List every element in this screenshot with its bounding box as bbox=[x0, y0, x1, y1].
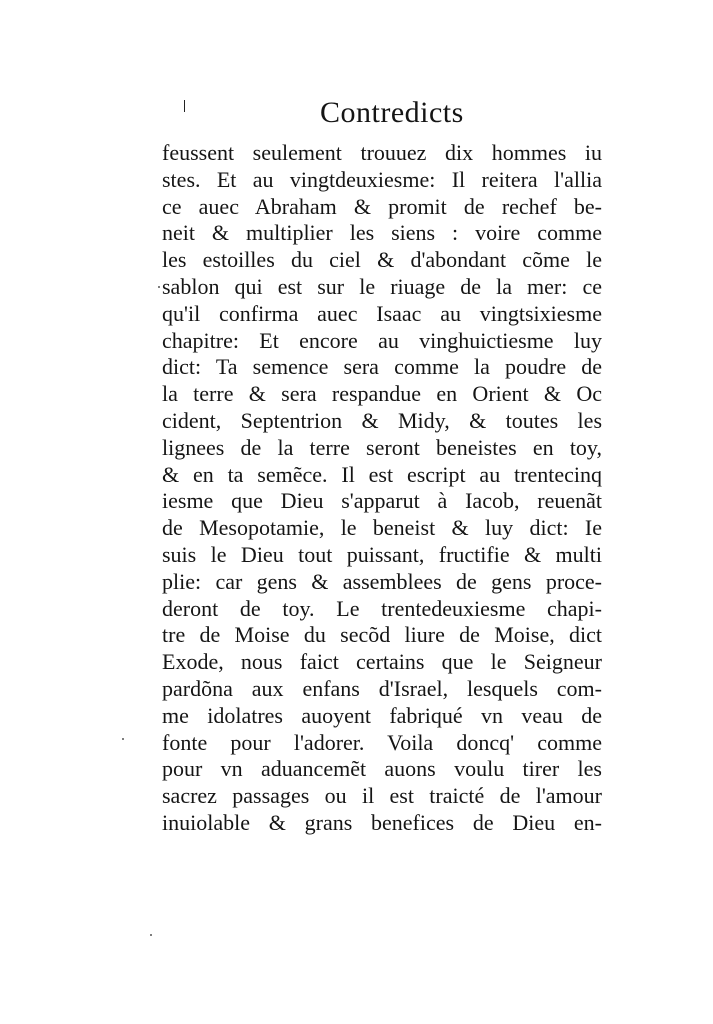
paper-speck bbox=[158, 286, 160, 288]
text-line: plie: car gens & assemblees de gens proce- bbox=[162, 568, 602, 594]
text-line: & en ta semẽce. Il est escript au trentecinq bbox=[162, 461, 602, 487]
text-line: deront de toy. Le trentedeuxiesme chapi- bbox=[162, 595, 602, 621]
text-line: chapitre: Et encore au vinghuictiesme luy bbox=[162, 327, 602, 353]
text-line: sablon qui est sur le riuage de la mer: ce bbox=[162, 273, 602, 299]
text-line: neit & multiplier les siens : voire comme bbox=[162, 220, 602, 246]
paper-speck bbox=[150, 934, 152, 936]
text-line: dict: Ta semence sera comme la poudre de bbox=[162, 354, 602, 380]
text-line: suis le Dieu tout puissant, fructifie & multi bbox=[162, 541, 602, 567]
text-line: la terre & sera respandue en Orient & Oc bbox=[162, 381, 602, 407]
text-line: de Mesopotamie, le beneist & luy dict: Ie bbox=[162, 515, 602, 541]
text-line: feussent seulement trouuez dix hommes iu bbox=[162, 140, 602, 165]
text-line: qu'il confirma auec Isaac au vingtsixiesme bbox=[162, 300, 602, 326]
text-line: stes. Et au vingtdeuxiesme: Il reitera l'allia bbox=[162, 166, 602, 192]
paper-speck bbox=[122, 738, 124, 740]
text-line: Exode, nous faict certains que le Seigneur bbox=[162, 649, 602, 675]
text-line: iesme que Dieu s'apparut à Iacob, reuenãt bbox=[162, 488, 602, 514]
text-line: cident, Septentrion & Midy, & toutes les bbox=[162, 407, 602, 433]
text-line: pour vn aduancemẽt auons voulu tirer les bbox=[162, 756, 602, 782]
text-line: lignees de la terre seront beneistes en toy, bbox=[162, 434, 602, 460]
text-line: les estoilles du ciel & d'abondant cõme le bbox=[162, 247, 602, 273]
running-head: Contredicts bbox=[320, 96, 464, 129]
text-line: pardõna aux enfans d'Israel, lesquels com- bbox=[162, 675, 602, 701]
text-line: me idolatres auoyent fabriqué vn veau de bbox=[162, 702, 602, 728]
text-line: ce auec Abraham & promit de rechef be- bbox=[162, 193, 602, 219]
body-text bbox=[162, 140, 602, 837]
text-line: tre de Moise du secõd liure de Moise, dict bbox=[162, 622, 602, 648]
text-line: sacrez passages ou il est traicté de l'amour bbox=[162, 783, 602, 809]
text-line: fonte pour l'adorer. Voila doncq' comme bbox=[162, 729, 602, 755]
text-line: inuiolable & grans benefices de Dieu en- bbox=[162, 809, 602, 835]
margin-mark bbox=[184, 100, 185, 112]
